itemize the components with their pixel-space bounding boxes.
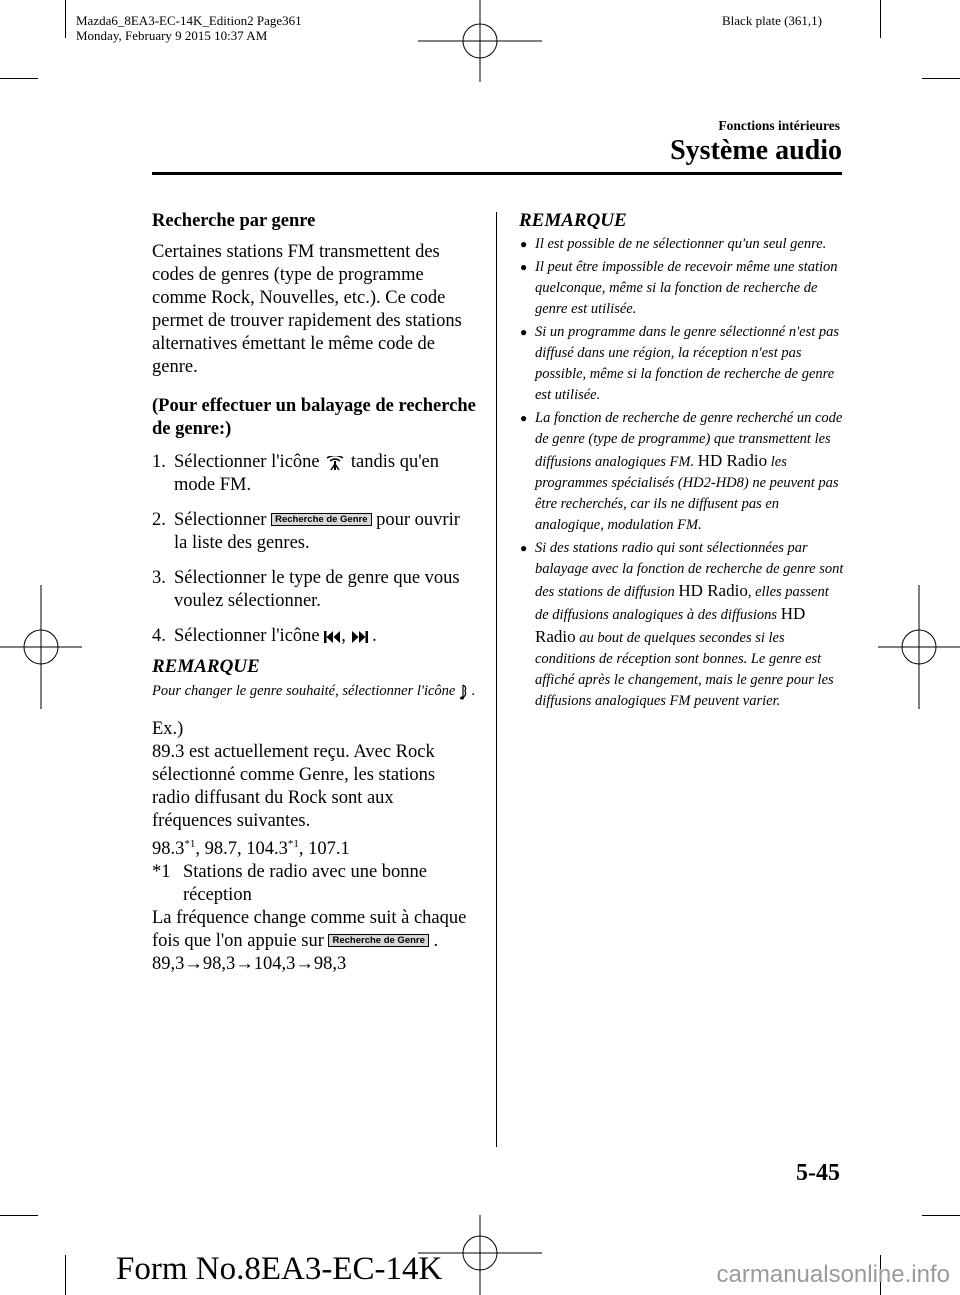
step-4 (152, 625, 477, 648)
step-3 (152, 567, 477, 613)
footnote-mark: *1 (152, 862, 171, 883)
step-text: tandis qu'en mode FM. (174, 452, 439, 495)
page-title: Système audio (670, 135, 842, 166)
crop-mark (922, 78, 960, 79)
change-text (152, 907, 477, 953)
note-list (519, 234, 844, 712)
genre-search-button-image: Recherche de Genre (271, 513, 371, 526)
crop-mark (0, 1215, 38, 1216)
footnote-ref: *1 (184, 838, 196, 850)
bullet-icon: ● (520, 411, 528, 425)
registration-mark-right (878, 585, 960, 709)
bullet-icon: ● (520, 541, 528, 555)
note-item-text: , elles passent de diffusions analogiques à des diffusions (535, 584, 829, 623)
step-number: 2. (152, 510, 166, 530)
crop-mark (65, 1255, 66, 1295)
skip-back-icon (324, 631, 341, 643)
freq-1: 98.3 (152, 839, 185, 860)
note-title: REMARQUE (152, 656, 260, 677)
step-text: Sélectionner le type de genre que vous voulez sélectionner. (174, 568, 460, 611)
header-rule (152, 172, 842, 175)
bullet-icon: ● (520, 325, 528, 339)
antenna-icon (324, 456, 346, 470)
example-text: 89.3 est actuellement reçu. Avec Rock sélectionné comme Genre, les stations radio diffusant du Rock sont aux fréquences suivantes. (152, 742, 436, 831)
note-item (519, 322, 844, 406)
step-text: pour ouvrir la liste des genres. (174, 510, 460, 553)
frequency-list (152, 833, 477, 861)
note-item-text: au bout de quelques secondes si les conditions de réception sont bonnes. Le genre est affiché après le changement, mais le genre pour les diffusions analogiques FM peuvent varier. (535, 630, 834, 709)
crop-mark (0, 78, 38, 79)
skip-forward-icon (351, 631, 368, 643)
note-item (519, 257, 844, 320)
page-number: 5-45 (796, 1160, 840, 1186)
note-item-text: Il peut être impossible de recevoir même une station quelconque, même si la fonction de recherche de genre est utilisée. (535, 259, 838, 317)
crop-mark (880, 0, 881, 38)
crop-mark (922, 1215, 960, 1216)
genre-search-button-image: Recherche de Genre (328, 934, 428, 947)
column-divider (496, 212, 497, 1147)
hd-radio-logo: HD Radio (535, 604, 806, 646)
hd-radio-logo: HD Radio (697, 451, 768, 470)
crop-mark (65, 0, 66, 38)
registration-mark-top (418, 0, 542, 82)
note-item (519, 408, 844, 536)
step-1 (152, 451, 477, 497)
sub-heading: (Pour effectuer un balayage de recherche de genre:) (152, 396, 476, 439)
section-heading: Recherche par genre (152, 211, 316, 231)
step-text: Sélectionner l'icône (174, 452, 320, 472)
step-number: 1. (152, 452, 166, 472)
footnote-text: Stations de radio avec une bonne réception (183, 862, 428, 906)
note-title: REMARQUE (519, 210, 627, 231)
step-number: 3. (152, 568, 166, 588)
note-item-text: Il est possible de ne sélectionner qu'un seul genre. (535, 236, 827, 252)
step-text: Sélectionner (174, 510, 267, 530)
registration-mark-left (0, 585, 82, 709)
note-item-text: Si des stations radio qui sont sélectionnées par balayage avec la fonction de recherche de genre sont des stations de diffusion (535, 540, 844, 600)
step-number: 4. (152, 626, 166, 646)
genre-icon (459, 684, 468, 700)
change-text-b: . (433, 931, 439, 952)
bullet-icon: ● (520, 260, 528, 274)
watermark: carmanualsonline.info (716, 1261, 950, 1288)
note-item-text: Si un programme dans le genre sélectionné n'est pas diffusé dans une région, la réception n'est pas possible, même si la fonction de recherche de genre est utilisée. (535, 324, 840, 403)
section-label: Fonctions intérieures (718, 118, 840, 133)
freq-2: , 98.7, 104.3 (195, 839, 288, 860)
note-text-a: Pour changer le genre souhaité, sélectionner l'icône (152, 683, 456, 699)
hd-radio-logo: HD Radio (678, 581, 748, 600)
footnote (152, 861, 477, 907)
note-item-text: La fonction de recherche de genre recherché un code de genre (type de programme) que transmettent les diffusions analogiques FM. (535, 410, 843, 470)
note-item (519, 234, 844, 255)
bullet-icon: ● (520, 237, 528, 251)
step-text: Sélectionner l'icône (174, 626, 320, 646)
frequency-sequence: 89,3→98,3→104,3→98,3 (152, 954, 347, 975)
freq-3: , 107.1 (298, 839, 350, 860)
step-2 (152, 509, 477, 555)
note-item-text: les programmes spécialisés (HD2-HD8) ne peuvent pas être recherchés, car ils ne diffusent pas en analogique, modulation FM. (535, 454, 839, 533)
black-plate-info: Black plate (361,1) (722, 13, 822, 28)
intro-paragraph: Certaines stations FM transmettent des codes de genres (type de programme comme Rock, Nouvelles, etc.). Ce code permet de trouver rapidement des stations alternatives émettant le même code de genre. (152, 242, 462, 377)
form-number: Form No.8EA3-EC-14K (116, 1251, 443, 1287)
example-label: Ex.) (152, 719, 184, 739)
plate-date-info: Monday, February 9 2015 10:37 AM (76, 28, 268, 43)
step-end: . (372, 626, 377, 646)
change-text-a: La fréquence change comme suit à chaque fois que l'on appuie sur (152, 908, 467, 952)
note-text (152, 681, 477, 702)
separator: , (341, 626, 346, 646)
left-column (152, 210, 477, 976)
footnote-ref: *1 (287, 838, 299, 850)
right-column (519, 210, 844, 714)
plate-file-info: Mazda6_8EA3-EC-14K_Edition2 Page361 (76, 13, 302, 28)
note-text-b: . (471, 683, 476, 699)
note-item (519, 538, 844, 712)
